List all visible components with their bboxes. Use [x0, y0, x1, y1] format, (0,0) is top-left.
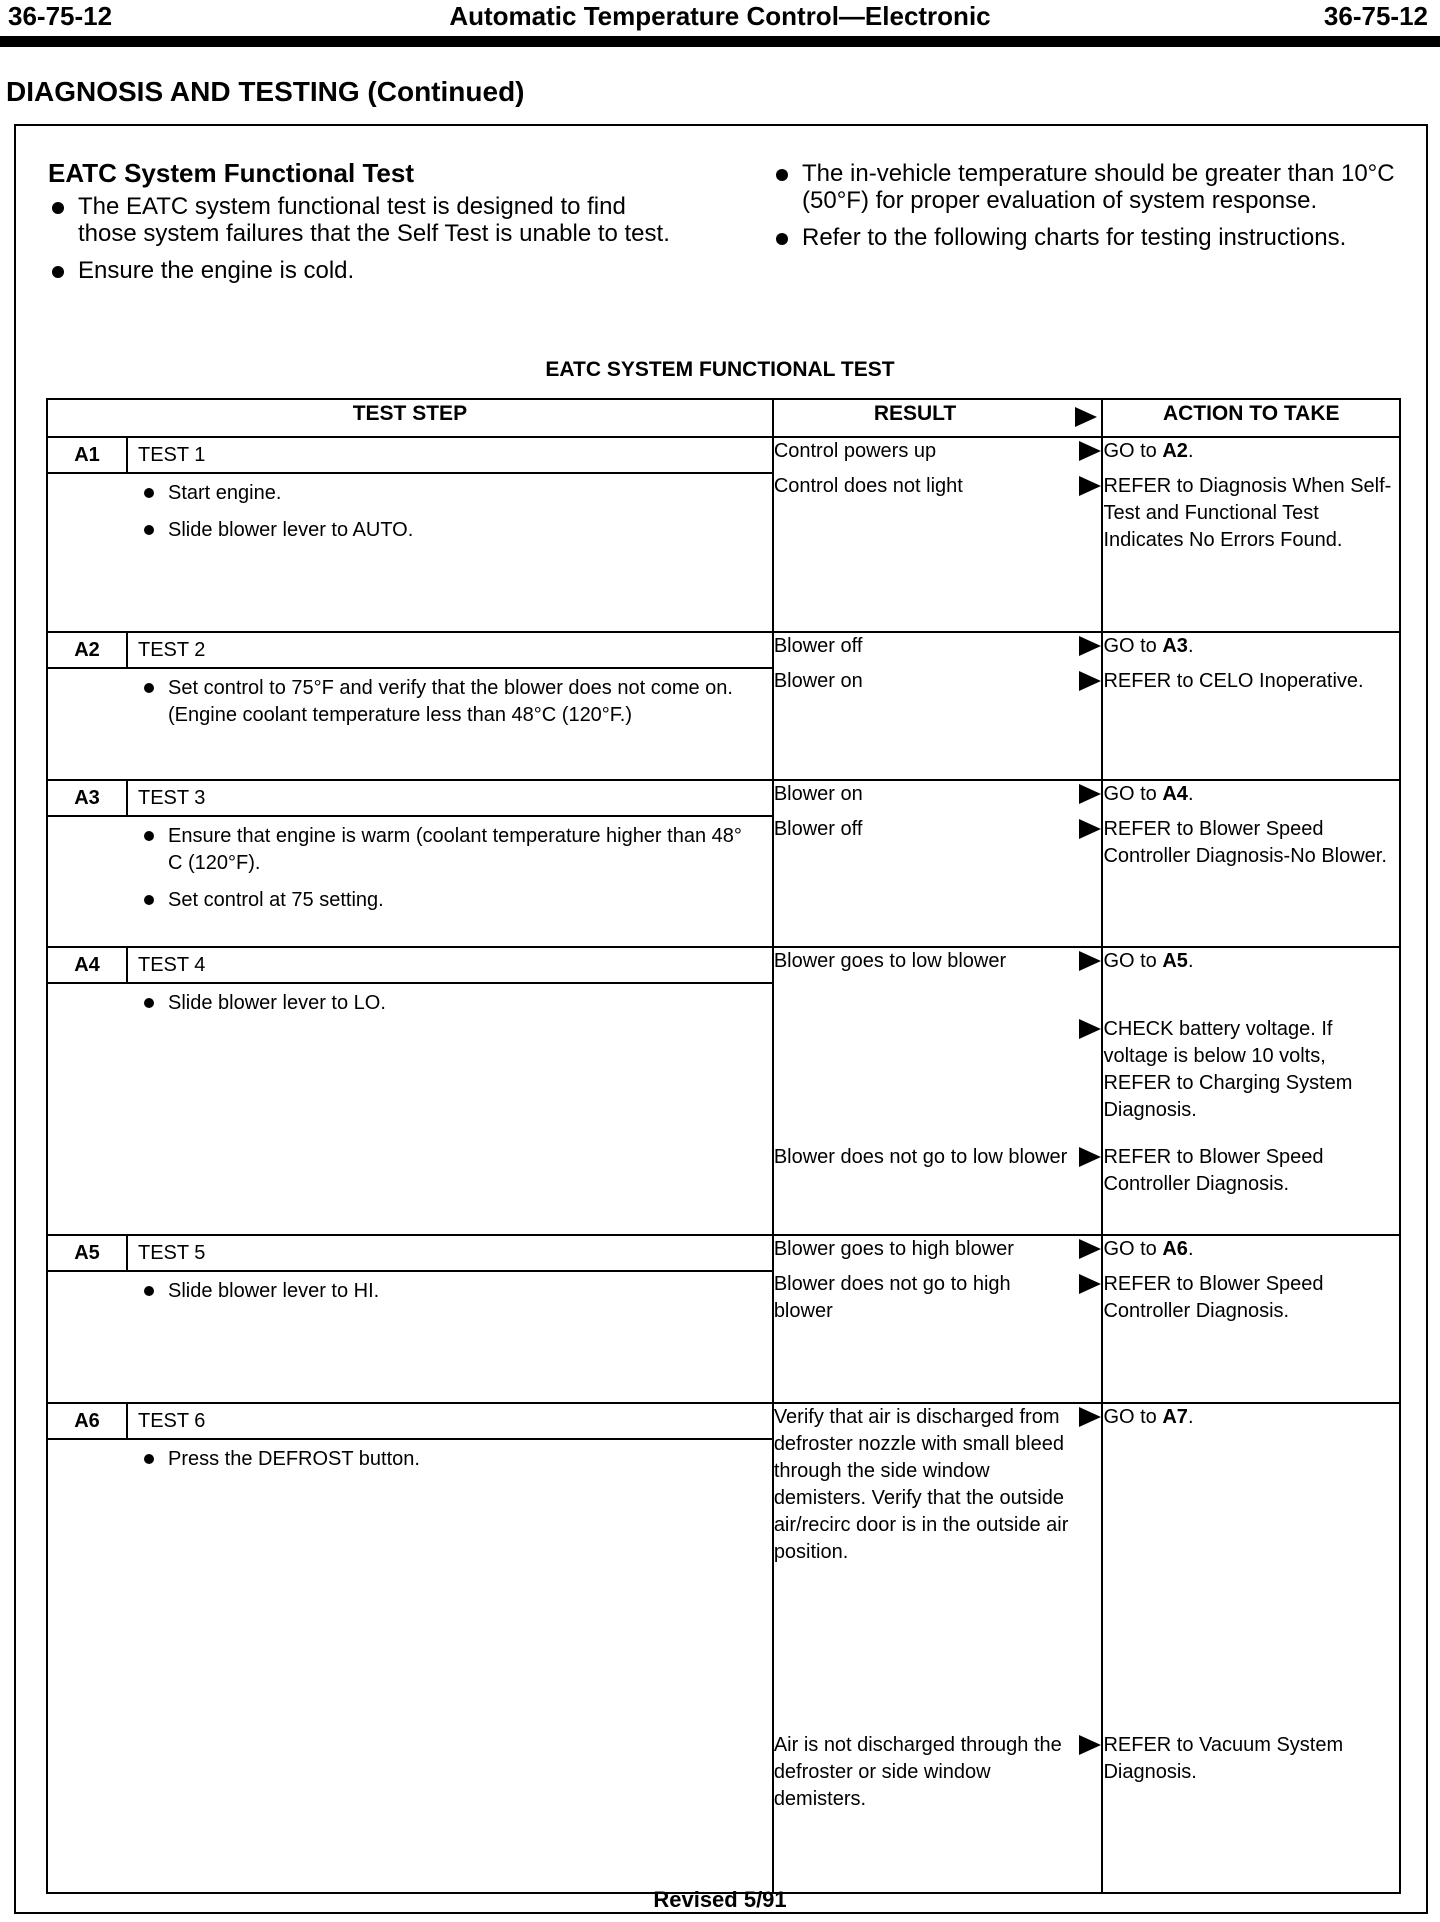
action-suffix: . [1187, 440, 1194, 462]
col-result-label: RESULT [873, 402, 957, 425]
test-step-list [48, 1440, 772, 1491]
action-suffix: . [1187, 1406, 1194, 1428]
result-cell [773, 947, 1103, 1235]
arrow-right-icon [1079, 476, 1101, 496]
arrow-right-icon [1079, 1019, 1101, 1039]
result-cell [773, 632, 1103, 780]
table-row [47, 947, 1400, 1235]
arrow-right-icon [1079, 441, 1101, 461]
result-item [774, 1016, 1102, 1136]
test-step-header [48, 781, 772, 817]
result-cell [773, 780, 1103, 947]
result-text: Control powers up [773, 440, 937, 462]
action-text: REFER to Blower Speed Controller Diagnosis. [1103, 1146, 1324, 1195]
result-text: Blower does not go to high blower [773, 1273, 1011, 1322]
action-suffix: . [1187, 950, 1194, 972]
action-text: GO to [1103, 440, 1163, 462]
action-suffix: . [1187, 635, 1194, 657]
action-cell [1102, 1403, 1400, 1893]
table-row [47, 780, 1400, 947]
action-suffix: . [1187, 783, 1194, 805]
test-step-name: TEST 2 [138, 639, 206, 661]
functional-test-table [46, 398, 1401, 1894]
test-step-cell [47, 437, 773, 632]
test-step-cell [47, 780, 773, 947]
result-text: Air is not discharged through the defroster or side window demisters. [773, 1734, 1062, 1810]
action-text: GO to [1103, 950, 1163, 972]
result-item [774, 1236, 1102, 1263]
action-cell [1102, 437, 1400, 632]
action-cell [1102, 780, 1400, 947]
test-step-item: Slide blower lever to AUTO. [138, 517, 762, 544]
intro-right [772, 160, 1402, 261]
intro-heading: EATC System Functional Test [48, 158, 414, 188]
result-text: Blower does not go to low blower [773, 1146, 1068, 1168]
test-step-id: A2 [48, 633, 128, 667]
test-step-item: Press the DEFROST button. [138, 1446, 762, 1473]
col-test-step-label: TEST STEP [352, 402, 468, 425]
intro-bullet: The EATC system functional test is designed to find those system failures that the Self Test is unable to test. [48, 193, 688, 247]
test-step-id: A4 [48, 948, 128, 982]
col-action-label: ACTION TO TAKE [1162, 402, 1340, 425]
action-target: A2 [1162, 440, 1188, 462]
col-header-result [773, 399, 1103, 437]
result-text: Control does not light [773, 475, 963, 497]
action-text: CHECK battery voltage. If voltage is below 10 volts, REFER to Charging System Diagnosis. [1103, 1018, 1353, 1121]
action-cell [1102, 947, 1400, 1235]
action-text: REFER to Vacuum System Diagnosis. [1103, 1734, 1344, 1783]
test-step-header [48, 633, 772, 669]
action-cell [1102, 1235, 1400, 1403]
result-text: Blower goes to high blower [773, 1238, 1014, 1260]
result-item [774, 816, 1102, 843]
test-step-name: TEST 3 [138, 787, 206, 809]
action-item [1103, 473, 1399, 554]
arrow-right-icon [1079, 671, 1101, 691]
result-text: Blower on [773, 783, 863, 805]
action-item [1103, 1016, 1399, 1136]
result-item [774, 948, 1102, 1008]
table-header-row [47, 399, 1400, 437]
test-step-item: Set control to 75°F and verify that the blower does not come on. (Engine coolant temperature less than 48°C (120°F.) [138, 675, 762, 729]
arrow-right-icon [1079, 1147, 1101, 1167]
col-header-test-step [47, 399, 773, 437]
test-step-cell [47, 947, 773, 1235]
test-step-cell [47, 1403, 773, 1893]
intro-left [48, 160, 688, 294]
action-text: REFER to Blower Speed Controller Diagnosis-No Blower. [1103, 818, 1387, 867]
action-item [1103, 1404, 1399, 1724]
test-step-item: Ensure that engine is warm (coolant temperature higher than 48° C (120°F). [138, 823, 762, 877]
revision-footer: Revised 5/91 [653, 1887, 787, 1912]
arrow-right-icon [1079, 819, 1101, 839]
result-item [774, 668, 1102, 695]
test-step-list [48, 1272, 772, 1323]
result-text: Blower off [773, 818, 863, 840]
action-item [1103, 781, 1399, 808]
table-title: EATC SYSTEM FUNCTIONAL TEST [545, 358, 895, 381]
col-header-action [1102, 399, 1400, 437]
action-item [1103, 633, 1399, 660]
result-cell [773, 1403, 1103, 1893]
arrow-right-icon [1079, 1239, 1101, 1259]
result-cell [773, 437, 1103, 632]
result-text: Blower on [773, 670, 863, 692]
action-target: A6 [1162, 1238, 1188, 1260]
test-step-header [48, 948, 772, 984]
test-step-id: A3 [48, 781, 128, 815]
arrow-right-icon [1079, 784, 1101, 804]
action-item [1103, 948, 1399, 1008]
action-item [1103, 668, 1399, 695]
result-text [774, 1016, 1102, 1136]
test-step-item: Set control at 75 setting. [138, 887, 762, 914]
action-target: A3 [1162, 635, 1188, 657]
action-target: A4 [1162, 783, 1188, 805]
test-step-id: A6 [48, 1404, 128, 1438]
arrow-right-icon [1079, 1274, 1101, 1294]
table-row [47, 437, 1400, 632]
test-step-name: TEST 1 [138, 444, 206, 466]
result-text: Blower goes to low blower [773, 950, 1007, 972]
result-cell [773, 1235, 1103, 1403]
test-step-list [48, 669, 772, 747]
result-item [774, 1144, 1102, 1171]
intro-bullet: The in-vehicle temperature should be greater than 10°C (50°F) for proper evaluation of system response. [772, 160, 1402, 214]
result-item [774, 473, 1102, 500]
test-step-list [48, 817, 772, 932]
action-item [1103, 1236, 1399, 1263]
action-suffix: . [1187, 1238, 1194, 1260]
test-step-cell [47, 632, 773, 780]
action-cell [1102, 632, 1400, 780]
action-text: GO to [1103, 635, 1163, 657]
test-step-item: Slide blower lever to LO. [138, 990, 762, 1017]
table-row [47, 1403, 1400, 1893]
header-rule [0, 36, 1440, 47]
result-item [774, 1732, 1102, 1813]
test-step-header [48, 438, 772, 474]
action-item [1103, 1144, 1399, 1198]
test-step-id: A1 [48, 438, 128, 472]
page-number-right: 36-75-12 [1323, 1, 1428, 31]
action-target: A7 [1162, 1406, 1188, 1428]
page-header [0, 0, 1440, 36]
arrow-right-icon [1079, 951, 1101, 971]
page-number-left: 36-75-12 [8, 1, 113, 31]
result-text: Blower off [773, 635, 863, 657]
action-item [1103, 1732, 1399, 1786]
test-step-name: TEST 4 [138, 954, 206, 976]
table-body [47, 437, 1400, 1893]
action-text: REFER to Diagnosis When Self-Test and Functional Test Indicates No Errors Found. [1103, 475, 1392, 551]
arrow-right-icon [1079, 636, 1101, 656]
result-item [774, 1404, 1102, 1724]
intro-bullet: Ensure the engine is cold. [48, 257, 688, 284]
action-item [1103, 1271, 1399, 1325]
test-step-name: TEST 6 [138, 1410, 206, 1432]
intro-bullet: Refer to the following charts for testing instructions. [772, 224, 1402, 251]
action-text: REFER to CELO Inoperative. [1103, 670, 1364, 692]
result-item [774, 633, 1102, 660]
arrow-right-icon [1079, 1735, 1101, 1755]
result-text: Verify that air is discharged from defroster nozzle with small bleed through the side window demisters. Verify that the outside air/recirc door is in the outside air position. [773, 1406, 1069, 1563]
action-target: A5 [1162, 950, 1188, 972]
test-step-item: Start engine. [138, 480, 762, 507]
section-title: DIAGNOSIS AND TESTING (Continued) [6, 76, 525, 107]
test-step-id: A5 [48, 1236, 128, 1270]
action-item [1103, 438, 1399, 465]
result-item [774, 781, 1102, 808]
test-step-list [48, 984, 772, 1035]
action-text: REFER to Blower Speed Controller Diagnosis. [1103, 1273, 1324, 1322]
arrow-right-icon [1079, 1407, 1101, 1427]
test-step-name: TEST 5 [138, 1242, 206, 1264]
test-step-cell [47, 1235, 773, 1403]
table-row [47, 632, 1400, 780]
action-text: GO to [1103, 1406, 1163, 1428]
table-row [47, 1235, 1400, 1403]
action-text: GO to [1103, 783, 1163, 805]
page-header-title: Automatic Temperature Control—Electronic [449, 1, 991, 31]
test-step-list [48, 474, 772, 562]
action-text: GO to [1103, 1238, 1163, 1260]
result-item [774, 438, 1102, 465]
test-step-header [48, 1236, 772, 1272]
test-step-item: Slide blower lever to HI. [138, 1278, 762, 1305]
test-step-header [48, 1404, 772, 1440]
action-item [1103, 816, 1399, 870]
arrow-right-icon [1075, 407, 1097, 427]
result-item [774, 1271, 1102, 1325]
